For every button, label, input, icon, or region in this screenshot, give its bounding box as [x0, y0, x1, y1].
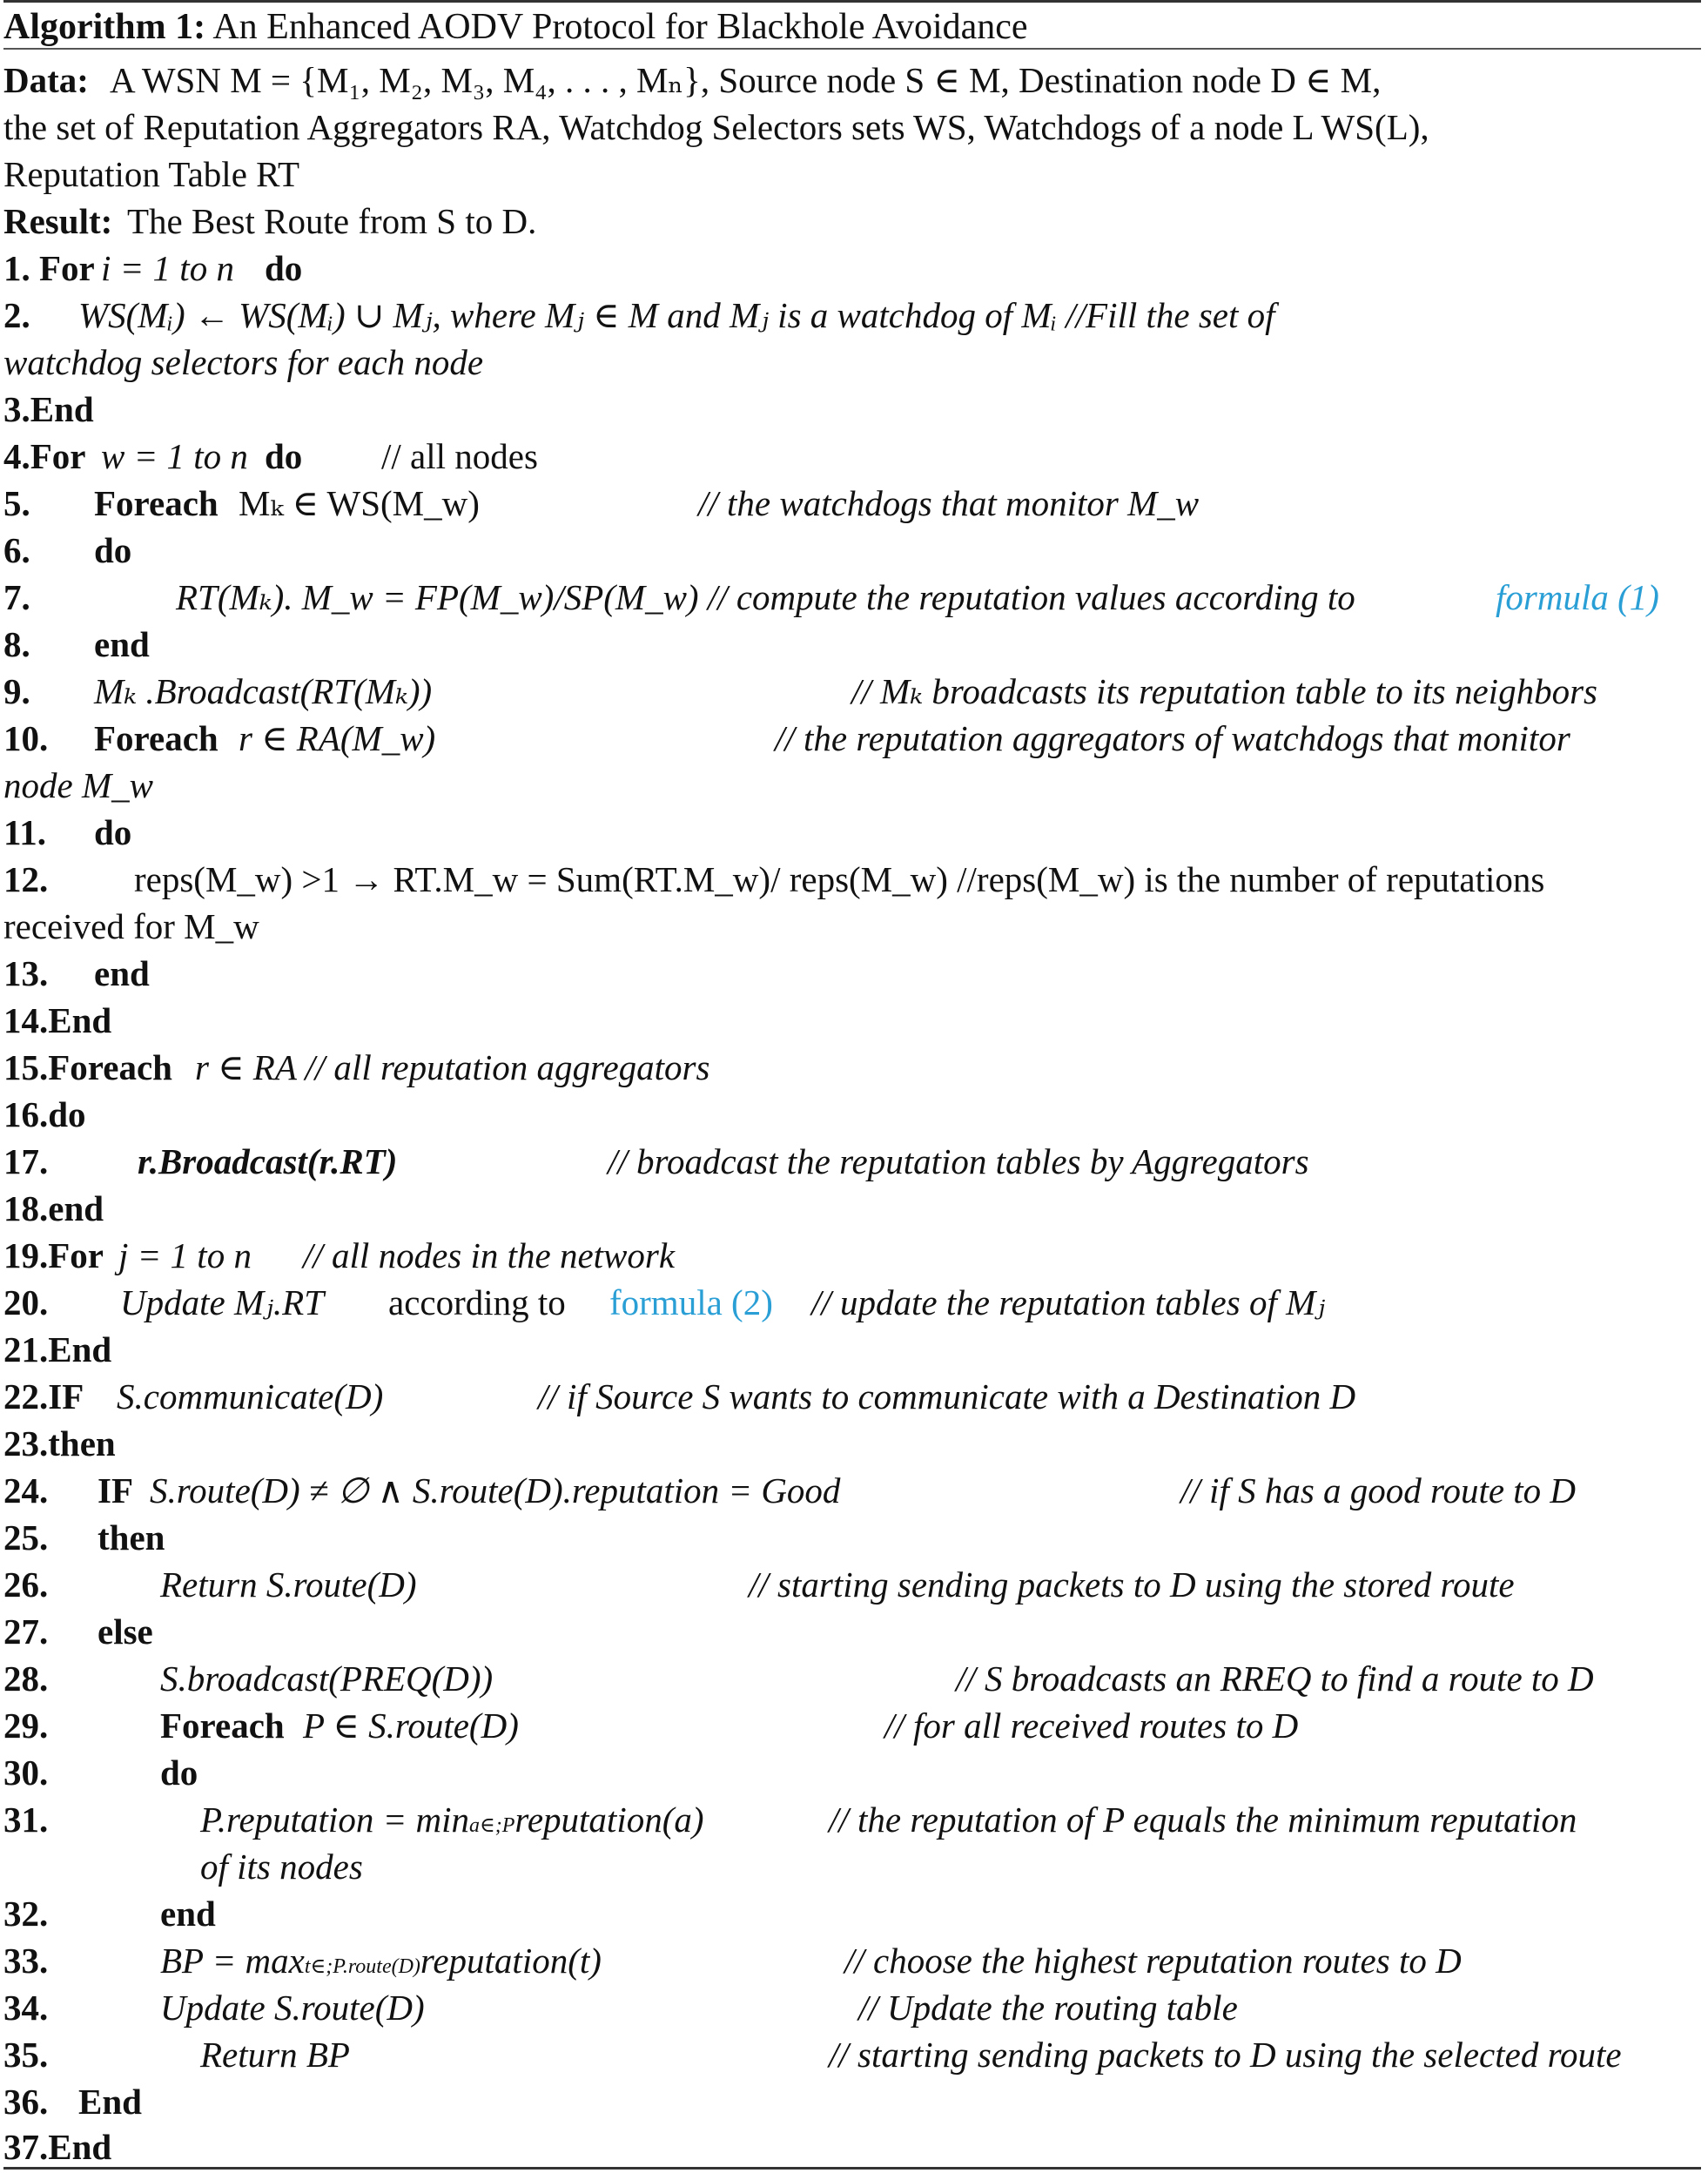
- algo-line-15: [3, 1044, 1701, 1091]
- line-keyword: do: [94, 812, 132, 852]
- algo-line-4: [3, 433, 1701, 480]
- line-comment: // starting sending packets to D using the selected route: [829, 2035, 1622, 2075]
- algorithm-label: Algorithm 1:: [3, 7, 206, 47]
- algo-line-19: [3, 1232, 1701, 1279]
- line-code: [160, 1937, 602, 1990]
- line-comment: // the reputation of P equals the minimum reputation: [829, 1800, 1577, 1840]
- line-comment: // update the reputation tables of Mⱼ: [811, 1282, 1326, 1322]
- line-code-tail: reputation(a): [514, 1800, 704, 1840]
- line-number: 24.: [3, 1470, 49, 1510]
- algo-line-28: [3, 1655, 1701, 1702]
- line-number: 28.: [3, 1658, 49, 1699]
- data-line-2: [3, 104, 1701, 151]
- line-number: 11.: [3, 812, 46, 852]
- line-continuation: of its nodes: [200, 1847, 363, 1887]
- line-number: 33.: [3, 1941, 49, 1981]
- line-number: 16.do: [3, 1094, 86, 1134]
- algo-line-13: [3, 950, 1701, 997]
- algo-line-16: [3, 1091, 1701, 1138]
- line-comment: // if Source S wants to communicate with a Destination D: [538, 1376, 1356, 1416]
- line-number: 7.: [3, 577, 30, 617]
- line-number: 21.End: [3, 1329, 112, 1369]
- line-comment: // the reputation aggregators of watchdogs that monitor: [775, 718, 1570, 758]
- line-keyword: Foreach: [94, 483, 219, 523]
- algo-line-2: [3, 292, 1701, 339]
- line-number: 2.: [3, 295, 30, 335]
- line-keyword: End: [78, 2082, 142, 2122]
- data-line-3: [3, 151, 1701, 198]
- algo-line-20: [3, 1279, 1701, 1326]
- algo-line-5: [3, 480, 1701, 527]
- line-code-main: BP = max: [160, 1941, 305, 1981]
- line-keyword: do: [160, 1753, 198, 1793]
- algo-line-12-cont: [3, 903, 1701, 950]
- line-comment: // S broadcasts an RREQ to find a route to D: [956, 1658, 1594, 1699]
- result-line: [3, 198, 1701, 245]
- line-keyword: IF: [98, 1470, 133, 1510]
- algo-line-36: [3, 2078, 1701, 2125]
- line-code: S.route(D) ≠ ∅ ∧ S.route(D).reputation = Good: [150, 1470, 841, 1510]
- line-code: S.broadcast(PREQ(D)): [160, 1658, 494, 1699]
- line-number: 32.: [3, 1894, 49, 1934]
- line-number: 31.: [3, 1800, 49, 1840]
- line-number: 10.: [3, 718, 49, 758]
- line-code: reps(M_w) >1 → RT.M_w = Sum(RT.M_w)/ reps(M_w) //reps(M_w) is the number of reputations: [134, 859, 1545, 899]
- line-code: r ∈ RA // all reputation aggregators: [195, 1047, 710, 1087]
- line-number: 27.: [3, 1611, 49, 1652]
- line-number: 1. For: [3, 248, 95, 288]
- line-code: j = 1 to n: [118, 1235, 252, 1275]
- line-number: 23.then: [3, 1423, 116, 1463]
- algorithm-name: An Enhanced AODV Protocol for Blackhole Avoidance: [212, 7, 1028, 47]
- line-number: 19.For: [3, 1235, 104, 1275]
- line-code: S.communicate(D): [117, 1376, 384, 1416]
- line-code: RT(Mₖ). M_w = FP(M_w)/SP(M_w) // compute the reputation values according to: [176, 577, 1355, 617]
- algo-line-37: [3, 2123, 1701, 2170]
- line-keyword: end: [94, 953, 150, 993]
- algo-line-3: [3, 386, 1701, 433]
- line-keyword: r.Broadcast(r.RT): [138, 1141, 398, 1181]
- line-number: 12.: [3, 859, 49, 899]
- line-number: 25.: [3, 1517, 49, 1557]
- algo-line-17: [3, 1138, 1701, 1185]
- line-number: 36.: [3, 2082, 49, 2122]
- data-text-3: Reputation Table RT: [3, 154, 300, 194]
- line-number: 8.: [3, 624, 30, 664]
- algo-line-34: [3, 1984, 1701, 2031]
- line-number: 35.: [3, 2035, 49, 2075]
- line-code: P ∈ S.route(D): [303, 1705, 519, 1746]
- line-comment: // if S has a good route to D: [1180, 1470, 1577, 1510]
- line-number: 5.: [3, 483, 30, 523]
- algo-line-33: [3, 1937, 1701, 1984]
- line-number: 18.end: [3, 1188, 104, 1228]
- line-code: Mₖ .Broadcast(RT(Mₖ)): [94, 671, 433, 711]
- algo-line-25: [3, 1514, 1701, 1561]
- algo-line-23: [3, 1420, 1701, 1467]
- algo-line-30: [3, 1749, 1701, 1796]
- line-keyword: then: [98, 1517, 165, 1557]
- line-code-main: P.reputation = min: [200, 1800, 469, 1840]
- line-code: Update S.route(D): [160, 1988, 425, 2028]
- line-number: 4.For: [3, 436, 86, 476]
- algorithm-title: [3, 6, 1701, 50]
- line-keyword: Foreach: [94, 718, 219, 758]
- algo-line-6: [3, 527, 1701, 574]
- algo-line-9: [3, 668, 1701, 715]
- line-code: Mₖ ∈ WS(M_w): [239, 483, 480, 523]
- line-number: 22.IF: [3, 1376, 84, 1416]
- algo-line-18: [3, 1185, 1701, 1232]
- algo-line-12: [3, 856, 1701, 903]
- result-label: Result:: [3, 201, 113, 241]
- line-number: 6.: [3, 530, 30, 570]
- line-number: 29.: [3, 1705, 49, 1746]
- algo-line-35: [3, 2031, 1701, 2078]
- line-comment: // choose the highest reputation routes to D: [844, 1941, 1462, 1981]
- line-code: i = 1 to n: [101, 248, 234, 288]
- line-number: 3.End: [3, 389, 94, 429]
- algo-line-11: [3, 809, 1701, 856]
- line-continuation: node M_w: [3, 765, 153, 805]
- line-keyword: do: [265, 436, 303, 476]
- line-keyword: do: [265, 248, 303, 288]
- line-number: 37.End: [3, 2127, 112, 2167]
- data-label: Data:: [3, 60, 89, 100]
- algo-line-14: [3, 997, 1701, 1044]
- line-text: according to: [388, 1282, 566, 1322]
- line-continuation: received for M_w: [3, 906, 259, 946]
- formula-1-link[interactable]: formula (1): [1496, 577, 1659, 617]
- algo-line-1: [3, 245, 1701, 292]
- algo-line-10-cont: [3, 762, 1701, 809]
- line-number: 17.: [3, 1141, 49, 1181]
- line-number: 13.: [3, 953, 49, 993]
- line-continuation: watchdog selectors for each node: [3, 342, 484, 382]
- line-keyword: end: [94, 624, 150, 664]
- algo-line-24: [3, 1467, 1701, 1514]
- line-number: 26.: [3, 1564, 49, 1605]
- line-keyword: do: [94, 530, 132, 570]
- line-keyword: end: [160, 1894, 216, 1934]
- algo-line-8: [3, 621, 1701, 668]
- line-code: WS(Mᵢ) ← WS(Mᵢ) ∪ Mⱼ, where Mⱼ ∈ M and Mⱼ is a watchdog of Mᵢ //Fill the set of: [78, 295, 1275, 335]
- algo-line-31-cont: [3, 1843, 1701, 1890]
- algo-line-21: [3, 1326, 1701, 1373]
- line-comment: // all nodes: [381, 436, 538, 476]
- algo-line-32: [3, 1890, 1701, 1937]
- algo-line-10: [3, 715, 1701, 762]
- algorithm-box: [3, 0, 1701, 2170]
- result-text: The Best Route from S to D.: [127, 201, 537, 241]
- line-code: Update Mⱼ.RT: [120, 1282, 325, 1322]
- line-code: [200, 1796, 704, 1849]
- line-code: Return BP: [200, 2035, 350, 2075]
- line-comment: // starting sending packets to D using the stored route: [749, 1564, 1515, 1605]
- line-number: 34.: [3, 1988, 49, 2028]
- line-number: 15.Foreach: [3, 1047, 172, 1087]
- line-comment: // Mₖ broadcasts its reputation table to its neighbors: [851, 671, 1597, 711]
- line-number: 14.End: [3, 1000, 112, 1040]
- line-subscript: t∈;P.route(D): [304, 1955, 420, 1978]
- line-comment: // Update the routing table: [858, 1988, 1238, 2028]
- line-number: 30.: [3, 1753, 49, 1793]
- algo-line-26: [3, 1561, 1701, 1608]
- algo-line-27: [3, 1608, 1701, 1655]
- algo-line-29: [3, 1702, 1701, 1749]
- data-text-1: A WSN M = {M₁, M₂, M₃, M₄, . . . , Mₙ}, Source node S ∈ M, Destination node D ∈ M,: [110, 60, 1382, 100]
- line-number: 20.: [3, 1282, 49, 1322]
- data-text-2: the set of Reputation Aggregators RA, Watchdog Selectors sets WS, Watchdogs of a node L WS(L),: [3, 107, 1429, 147]
- line-keyword: else: [98, 1611, 153, 1652]
- line-code: r ∈ RA(M_w): [239, 718, 436, 758]
- line-comment: // broadcast the reputation tables by Aggregators: [608, 1141, 1309, 1181]
- algo-line-7: [3, 574, 1701, 621]
- line-comment: // for all received routes to D: [884, 1705, 1299, 1746]
- line-keyword: Foreach: [160, 1705, 285, 1746]
- line-subscript: a∈;P: [468, 1814, 515, 1837]
- line-number: 9.: [3, 671, 30, 711]
- line-code: Return S.route(D): [160, 1564, 417, 1605]
- data-line-1: [3, 57, 1701, 104]
- line-comment: // all nodes in the network: [303, 1235, 676, 1275]
- formula-2-link[interactable]: formula (2): [609, 1282, 773, 1322]
- line-code: w = 1 to n: [101, 436, 248, 476]
- algo-line-2-cont: [3, 339, 1701, 386]
- algo-line-31: [3, 1796, 1701, 1843]
- algo-line-22: [3, 1373, 1701, 1420]
- line-comment: // the watchdogs that monitor M_w: [698, 483, 1200, 523]
- line-code-tail: reputation(t): [420, 1941, 602, 1981]
